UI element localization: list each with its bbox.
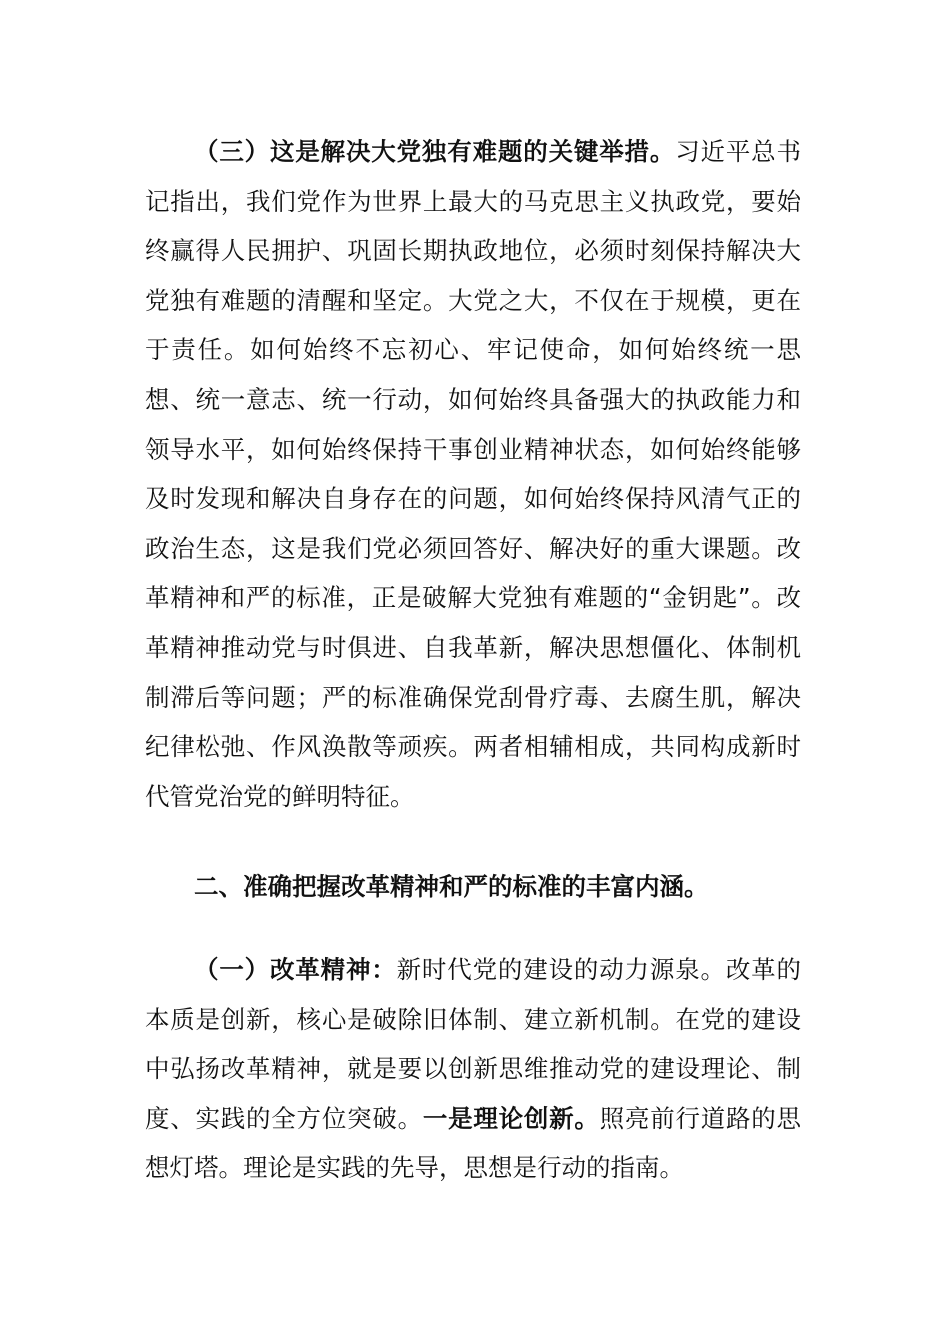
subsection-1-lead: （一）改革精神： [194, 955, 397, 984]
section-3-lead: （三）这是解决大党独有难题的关键举措。 [194, 137, 676, 166]
point-1-body: 照亮前行道路的思想灯塔。理论是实践的先导，思想是行动的指南。 [145, 1103, 802, 1183]
paragraph-section-3 [145, 127, 801, 821]
section-3-body: 习近平总书记指出，我们党作为世界上最大的马克思主义执政党，要始终赢得人民拥护、巩固长期执政地位，必须时刻保持解决大党独有难题的清醒和坚定。大党之大，不仅在于规模，更在于责任。如何始终不忘初心、牢记使命，如何始终统一思想、统一意志、统一行动，如何始终具备强大的执政能力和领导水平，如何始终保持干事创业精神状态，如何始终能够及时发现和解决自身存在的问题，如何始终保持风清气正的政治生态，这是我们党必须回答好、解决好的重大课题。改革精神和严的标准，正是破解大党独有难题的“金钥匙”。改革精神推动党与时俱进、自我革新，解决思想僵化、体制机制滞后等问题；严的标准确保党刮骨疗毒、去腐生肌，解决纪律松弛、作风涣散等顽疾。两者相辅相成，共同构成新时代管党治党的鲜明特征。 [145, 137, 802, 811]
point-1-lead: 一是理论创新。 [422, 1103, 600, 1133]
heading-section-2: 二、准确把握改革精神和严的标准的丰富内涵。 [194, 872, 709, 901]
paragraph-subsection-1 [145, 945, 801, 1193]
subsection-1-body: 新时代党的建设的动力源泉。改革的本质是创新，核心是破除旧体制、建立新机制。在党的建设中弘扬改革精神，就是要以创新思维推动党的建设理论、制度、实践的全方位突破。 [145, 955, 801, 1133]
